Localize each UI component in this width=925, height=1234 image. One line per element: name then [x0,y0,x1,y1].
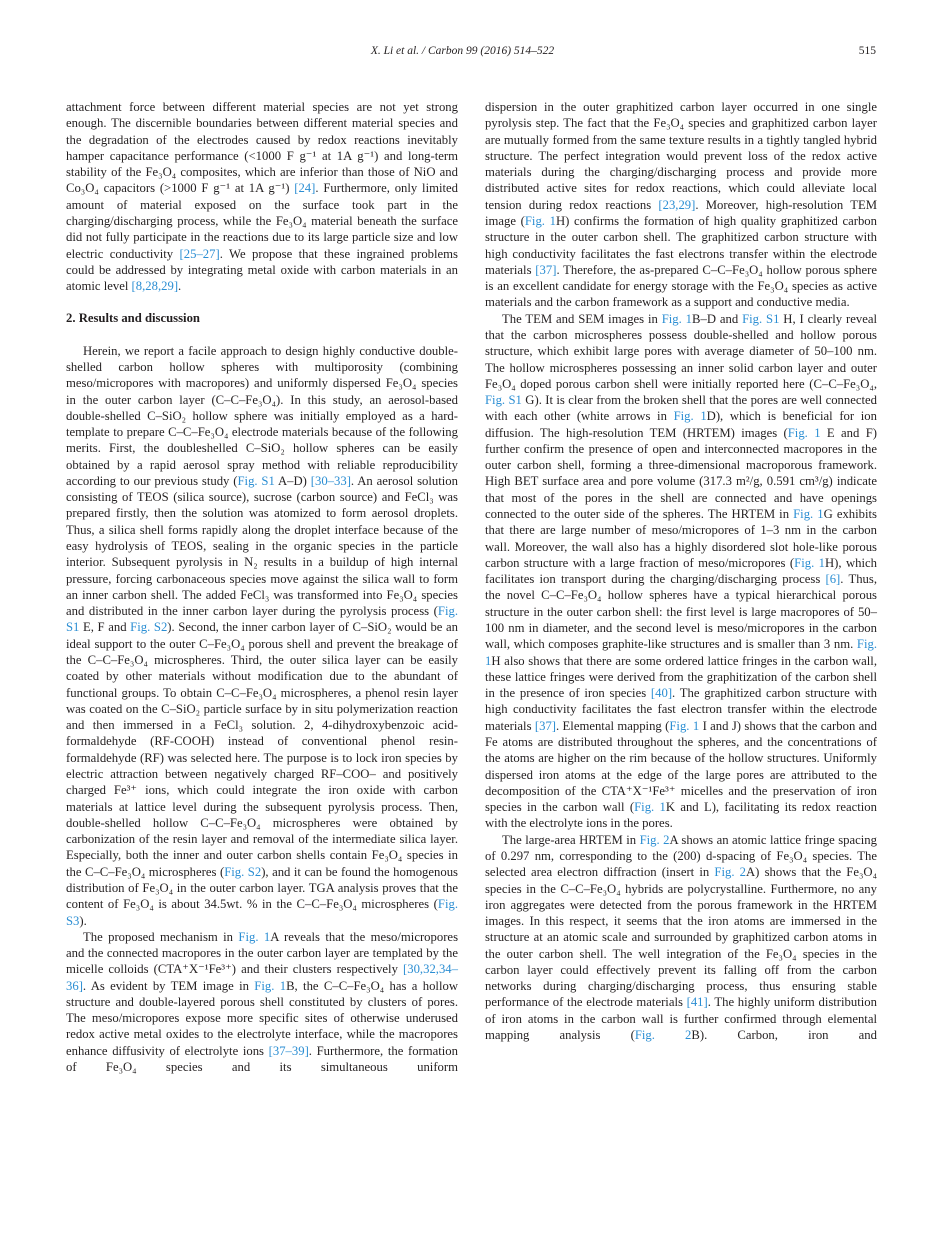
text-run: H also shows that there are some ordered lattice fringes in the carbon wall, these lattice fringes were derived from the graphitization of the carbon shell in the presence of iron species [485,653,877,701]
text-run: . We propose that these ingrained problems could be addressed by integrating metal oxide with carbon materials in an atomic level [66,246,458,294]
text-run: H), which facilitates ion transport during the charging/discharging process [485,555,877,587]
text-run: The proposed mechanism in [83,929,239,944]
reference-link[interactable]: Fig. 1 [794,555,825,570]
text-run: ), and it can be found the homogenous distribution of Fe₃O₄ in the outer carbon layer. TGA analysis proves that the content of Fe₃O₄ is about 34.5wt. % in the C–C–Fe₃O₄ microspheres ( [66,864,458,912]
reference-link[interactable]: Fig. 1 [669,718,700,733]
paragraph [485,99,877,311]
reference-link[interactable]: Fig. S3 [66,897,458,928]
reference-link[interactable]: Fig. 1 [485,637,877,668]
text-run: . Elemental mapping ( [556,718,670,733]
text-run: Herein, we report a facile approach to design highly conductive double-shelled carbon hollow spheres with multiporosity (combining meso/micropores with macropores) and uniformly dispersed Fe₃O₄ species in the outer carbon layer (C–C–Fe₃O₄). In this study, an aerosol-based double-shelled C–SiO₂ hollow sphere was initially employed as a hard-template to prepare C–C–Fe₃O₄ electrode materials because of the following merits. First, the doubleshelled C–SiO₂ hollow spheres can be easily obtained by a rapid aerosol spray method with reliable reproducibility according to our previous study ( [66,343,458,488]
text-run: The large-area HRTEM in [502,832,640,847]
text-run: G exhibits that there are large number of meso/micropores of 1–3 nm in the carbon wall. Moreover, the wall also has a highly disordered slot hole-like porous carbon structure with a large fraction of meso/micropores ( [485,507,877,570]
text-run: H, I clearly reveal that the carbon microspheres possess double-shelled and hollow porous structure, which exhibit large pores with average diameter of 50–100 nm. The hollow microspheres possessing an inner solid carbon layer and outer Fe₃O₄ doped porous carbon shell were initially reported here (C–C–Fe₃O₄, [485,311,877,391]
reference-link[interactable]: Fig. 2 [634,1028,692,1043]
reference-link[interactable]: [37] [535,262,557,277]
reference-link[interactable]: [30,32,34–36] [66,962,458,993]
text-run: A reveals that the meso/micropores and the connected macropores in the outer carbon layer are templated by the micelle colloids (CTA⁺X⁻¹Fe³⁺) and their clusters respectively [66,929,459,977]
reference-link[interactable]: [40] [650,686,673,701]
text-run: . [178,279,182,294]
reference-link[interactable]: [30–33] [310,473,351,488]
text-run: . The highly uniform distribution of iron atoms in the carbon wall is further confirmed through elemental mapping analysis ( [485,995,877,1043]
text-run: D), which is beneficial for ion diffusion. The high-resolution TEM (HRTEM) images ( [485,409,877,440]
reference-link[interactable]: [24] [294,181,316,196]
text-run: A) shows that the Fe₃O₄ species in the C–C–Fe₃O₄ hybrids are polycrystalline. Furthermore, no any iron aggregates were detected from the porous framework in the HRTEM images. In this respect, it seems that the iron atoms are immersed in the structure at an atomic scale and surrounded by graphitized carbon atoms in the outer carbon shell. The well integration of the Fe₃O₄ species in the carbon layer could effectively prevent its falling off from the carbon networks during charging/discharging process, thus ensuring stable performance of the electrode materials [485,865,877,1010]
reference-link[interactable]: [6] [825,572,841,587]
reference-link[interactable]: Fig. 1 [673,409,707,424]
text-run: The TEM and SEM images in [502,311,662,326]
text-run: . Moreover, high-resolution TEM image ( [485,197,877,228]
reference-link[interactable]: Fig. S1 [66,604,458,635]
reference-link[interactable]: [25–27] [179,246,220,261]
text-run: I and J) shows that the carbon and Fe atoms are distributed throughout the spheres, and the concentrations of the atoms are higher on the rim because of the hollow structures. Uniformly dispersed iron atoms at the edge of the large pores are attributed to the decomposition of the CTA⁺X⁻¹Fe³⁺ micelles and the preservation of iron species in the carbon wall ( [485,718,877,815]
reference-link[interactable]: Fig. 2 [639,832,670,847]
paragraph [66,929,458,1076]
text-run: . The graphitized carbon structure with high conductivity facilitates the fast electron transfer within the electrode materials [485,686,878,733]
reference-link[interactable]: Fig. 1 [787,425,821,440]
text-run: E and F) further confirm the presence of open and interconnected macropores in the outer carbon shell, forming a three-dimensional macroporous framework. High BET surface area and pore volume (317.3 m²/g, 0.591 cm³/g) indicate that most of the pores in the shell are connected and have openings connected to the outer side of the spheres. The HRTEM in [485,425,877,522]
text-run: B). Carbon, iron and [691,1028,877,1043]
reference-link[interactable]: [8,28,29] [131,279,179,294]
reference-link[interactable]: Fig. S1 [742,311,780,326]
reference-link[interactable]: Fig. S2 [130,620,168,635]
reference-link[interactable]: [37–39] [268,1043,309,1058]
reference-link[interactable]: Fig. S2 [224,864,262,879]
paragraph [66,343,458,929]
reference-link[interactable]: Fig. S1 [237,473,275,488]
reference-link[interactable]: [23,29] [658,197,696,212]
text-run: H) confirms the formation of high quality graphitized carbon structure in the outer carbon shell. The graphitized carbon structure with high conductivity facilitates the fast electrons transfer within the electrode materials [485,213,877,277]
text-run: B, the C–C–Fe₃O₄ has a hollow structure and double-layered porous shell constituted by clusters of pores. The meso/micropores expose more specific sites of otherwise underused redox active metal oxides to the electrolyte interface, while the macropores enhance diffusivity of electrolyte ions [66,978,458,1058]
text-run: . Thus, the novel C–C–Fe₃O₄ hollow spheres have a typical hierarchical porous structure in the outer carbon shell: the first level is large macropores of 50–100 nm in diameter, and the second level is meso/micropores in the carbon wall, which composes graphite-like structures and is smaller than 3 nm. [485,572,877,652]
section-heading: 2. Results and discussion [66,311,200,326]
paragraph [485,311,877,832]
reference-link[interactable]: Fig. 2 [714,865,747,880]
page-number: 515 [858,45,876,57]
text-run: A–D) [274,473,311,488]
reference-link[interactable]: [41] [686,995,708,1010]
reference-link[interactable]: Fig. 1 [793,507,824,522]
text-run: K and L), facilitating its redox reaction with the electrolyte ions in the pores. [485,800,877,831]
text-run: dispersion in the outer graphitized carbon layer occurred in one single pyrolysis step. The fact that the Fe₃O₄ species and graphitized carbon layer are mutually formed from the same texture results in a tightly tangled hybrid structure. The perfect integration would prevent loss of the redox active materials during the charging/discharging process and provide more distributed active sites for redox reactions, which could alleviate local tension during redox reactions [485,100,877,212]
running-title: X. Li et al. / Carbon 99 (2016) 514–522 [370,45,555,57]
paragraph [66,99,458,294]
text-run: . As evident by TEM image in [82,978,255,993]
text-run: B–D and [692,311,743,326]
reference-link[interactable]: Fig. 1 [634,800,666,815]
text-run: A shows an atomic lattice fringe spacing of 0.297 nm, corresponding to the (200) d-spacing of Fe₃O₄ species. The selected area electron diffraction (insert in [485,832,877,880]
running-header [0,45,925,61]
paragraph [485,832,877,1044]
reference-link[interactable]: [37] [534,718,557,733]
text-run: attachment force between different material species are not yet strong enough. The discernible boundaries between different material species and the degradation of the electrodes caused by redox reactions inevitably hamper capacitance performance (<1000 F g⁻¹ at 1A g⁻¹) and long-term stability of the Fe₃O₄ composites, which are inferior than those of NiO and Co₃O₄ capacitors (>1000 F g⁻¹ at 1A g⁻¹) [66,100,458,196]
text-run: . Therefore, the as-prepared C–C–Fe₃O₄ hollow porous sphere is an excellent candidate for energy storage with the Fe₃O₄ species as active materials and the carbon framework as a support and conductive media. [485,262,877,310]
text-run: . An aerosol solution consisting of TEOS (silica source), sucrose (carbon source) and FeCl₃ was prepared firstly, then the solution was atomized to form aerosol droplets. Thus, a silica shell forms rapidly along the droplet interface because of the easy hydrolysis of TEOS, sealing in the organic species in the particle interior. Subsequent pyrolysis in N₂ results in a buildup of high internal pressure, forcing carbonaceous species move against the silica wall to form an inner carbon shell. The added FeCl₃ was transformed into Fe₃O₄ species and distributed in the inner carbon layer during the pyrolysis process ( [66,473,458,619]
left-column [66,99,458,1075]
right-column [485,99,877,1043]
text-run: ). [79,913,87,928]
reference-link[interactable]: Fig. 1 [661,311,693,326]
reference-link[interactable]: Fig. 1 [238,929,271,944]
reference-link[interactable]: Fig. 1 [524,213,556,228]
text-run: . Furthermore, only limited amount of material exposed on the surface took part in the charging/discharging process, while the Fe₃O₄ material beneath the surface did not fully participate in the reactions due to its large particle size and low electric conductivity [66,181,458,261]
reference-link[interactable]: Fig. 1 [254,978,287,993]
text-run: G). It is clear from the broken shell that the pores are well connected with each other (white arrows in [485,393,877,424]
text-run: . Furthermore, the formation of Fe₃O₄ species and its simultaneous uniform [66,1043,458,1075]
reference-link[interactable]: Fig. S1 [485,393,522,408]
text-run: ). Second, the inner carbon layer of C–SiO₂ would be an ideal support to the outer C–Fe₃O₄ porous shell and prevent the breakage of the C–C–Fe₃O₄ microspheres. Third, the outer silica layer can be easily coated by other materials without modification due to the abundant of functional groups. To obtain C–C–Fe₃O₄ microspheres, a phenol resin layer was coated on the C–SiO₂ particle surface by in situ polymerization reaction and then immersed in a FeCl₃ solution. 2, 4-dihydroxybenzoic acid-formaldehyde (RF-COOH) instead of conventional phenol resin-formaldehyde (RF) was selected here. The purpose is to lock iron species by electric attraction between negatively charged RF–COO– and positively charged Fe³⁺ ions, which could integrate the iron oxide with carbon materials at lattice level during the subsequent pyrolysis process. Then, double-shelled hollow C–C–Fe₃O₄ microspheres were obtained by carbonization of the resin layer and removal of the intermediate silica layer. Especially, both the inner and outer carbon shells contain Fe₃O₄ species in the C–C–Fe₃O₄ microspheres ( [66,620,459,879]
text-run: E, F and [79,620,131,635]
